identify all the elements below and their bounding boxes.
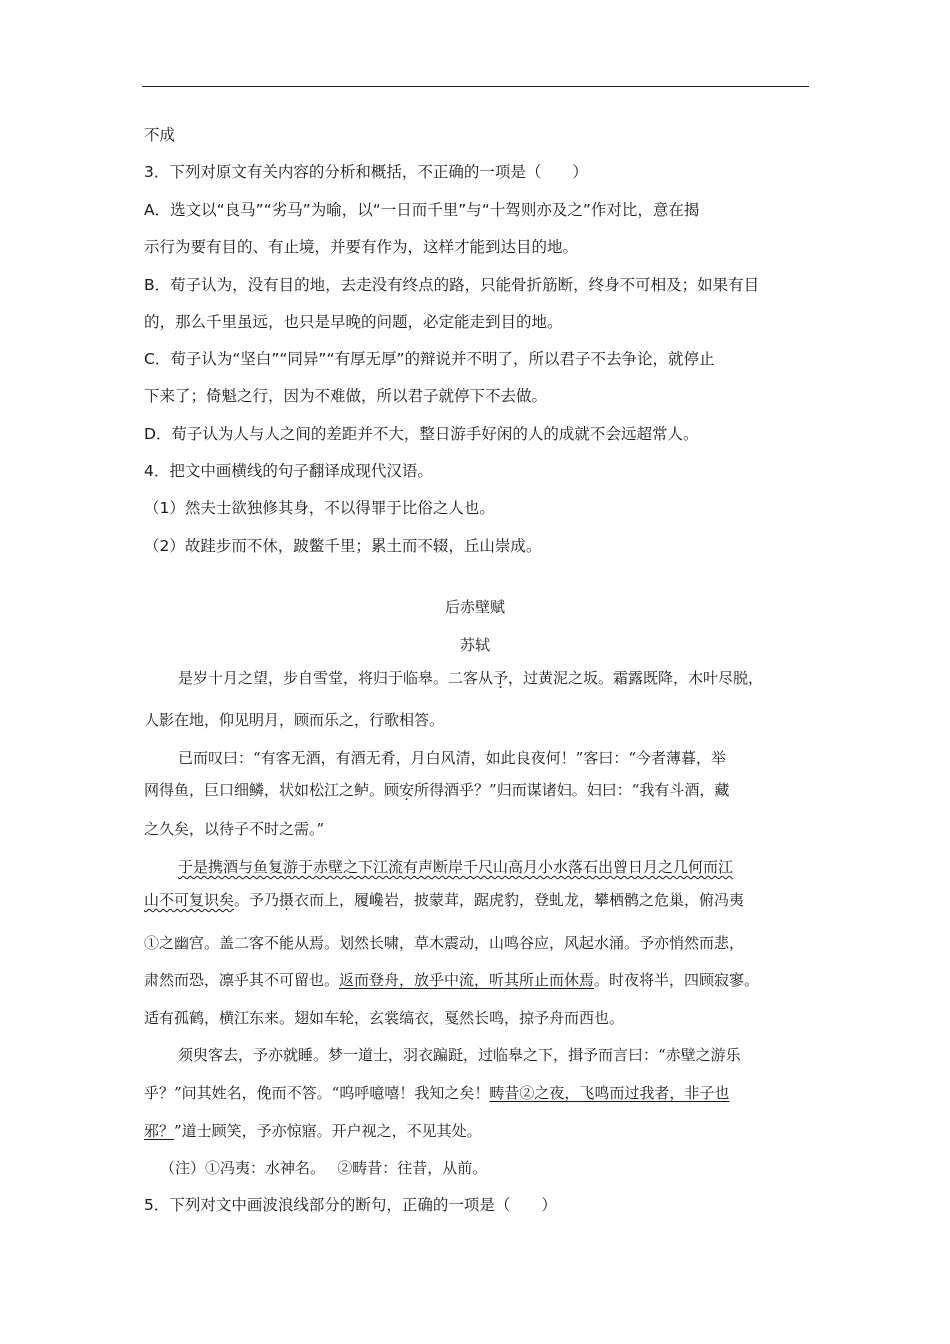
q4-sentence-1: （1）然夫士欲独修其身，不以得罪于比俗之人也。	[144, 499, 495, 517]
passage-p1-line1: 是岁十月之望，步自雪堂，将归于临皋。二客从予，过黄泥之坂。霜露既降，木叶尽脱，	[178, 669, 764, 687]
passage-author: 苏轼	[459, 636, 490, 654]
q3-stem: 3．下列对原文有关内容的分析和概括，不正确的一项是（ ）	[144, 163, 588, 181]
wavy-underline-text: 山不可复识矣	[144, 891, 235, 909]
q5-stem: 5．下列对文中画波浪线部分的断句，正确的一项是（ ）	[144, 1196, 557, 1214]
passage-p3-line2: 山不可复识矣。予乃摄衣而上，履巉岩，披蒙茸，踞虎豹，登虬龙，攀栖鹘之危巢，俯冯夷	[144, 891, 745, 909]
passage-p3-line3: ①之幽宫。盖二客不能从焉。划然长啸，草木震动，山鸣谷应，风起水涌。予亦悄然而悲，	[144, 934, 745, 952]
passage-p3-line1	[178, 857, 733, 877]
q3-option-d: D．荀子认为人与人之间的差距并不大，整日游手好闲的人的成就不会远超常人。	[144, 425, 699, 443]
header-rule	[142, 86, 809, 87]
dotted-char: 予	[493, 669, 509, 687]
passage-p4-line3: 邪？”道士顾笑，予亦惊寤。开户视之，不见其处。	[144, 1122, 482, 1140]
underlined-sentence: 邪？	[144, 1122, 175, 1140]
q3-option-b-line1: B．荀子认为，没有目的地，去走没有终点的路，只能骨折筋断，终身不可相及；如果有目	[144, 276, 760, 294]
passage-p3-line4: 肃然而恐，凛乎其不可留也。返而登舟，放乎中流，听其所止而休焉。时夜将半，四顾寂寥。	[144, 971, 760, 989]
top-fragment: 不成	[144, 126, 176, 144]
passage-p2-line2: 网得鱼，巨口细鳞，状如松江之鲈。顾安所得酒乎？”归而谋诸妇。妇曰：“我有斗酒，藏	[144, 781, 730, 799]
dotted-char: 摄	[279, 891, 295, 909]
q3-option-b-line2: 的，那么千里虽远，也只是早晚的问题，必定能走到目的地。	[144, 313, 563, 331]
q3-option-a-line1: A．选文以“良马”“劣马”为喻，以“一日而千里”与“十驾则亦及之”作对比，意在揭	[144, 201, 700, 219]
q3-option-c-line2: 下来了；倚魁之行，因为不难做，所以君子就停下不去做。	[144, 387, 548, 405]
q3-option-c-line1: C．荀子认为“坚白”“同异”“有厚无厚”的辩说并不明了，所以君子不去争论，就停止	[144, 350, 715, 368]
passage-p1-line2: 人影在地，仰见明月，顾而乐之，行歌相答。	[144, 711, 445, 729]
passage-p2-line1: 已而叹曰：“有客无酒，有酒无肴，月白风清，如此良夜何！”客曰：“今者薄暮，举	[178, 749, 727, 767]
dotted-char: 安	[399, 781, 415, 799]
passage-title: 后赤壁赋	[444, 598, 505, 616]
q4-sentence-2: （2）故跬步而不休，跛鳖千里；累土而不辍，丘山崇成。	[144, 537, 542, 555]
underlined-sentence: 返而登舟，放乎中流，听其所止而休焉	[339, 971, 595, 989]
passage-p4-line1: 须臾客去，予亦就睡。梦一道士，羽衣蹁跹，过临皋之下，揖予而言曰：“赤壁之游乐	[178, 1046, 741, 1064]
q3-option-a-line2: 示行为要有目的、有止境，并要有作为，这样才能到达目的地。	[144, 238, 579, 256]
passage-p3-line5: 适有孤鹤，横江东来。翅如车轮，玄裳缟衣，戛然长鸣，掠予舟而西也。	[144, 1009, 625, 1027]
passage-note: （注）①冯夷：水神名。 ②畴昔：往昔，从前。	[160, 1159, 488, 1177]
underlined-sentence: 畴昔②之夜，飞鸣而过我者，非子也	[489, 1084, 730, 1102]
passage-p4-line2: 乎？”问其姓名，俛而不答。“呜呼噫嘻！我知之矣！畴昔②之夜，飞鸣而过我者，非子也	[144, 1084, 730, 1102]
passage-p2-line3: 之久矣，以待子不时之需。”	[144, 820, 325, 838]
wavy-underline-text: 于是携酒与鱼复游于赤壁之下江流有声断岸千尺山高月小水落石出曾日月之几何而江	[178, 858, 734, 876]
q4-stem: 4．把文中画横线的句子翻译成现代汉语。	[144, 462, 433, 480]
